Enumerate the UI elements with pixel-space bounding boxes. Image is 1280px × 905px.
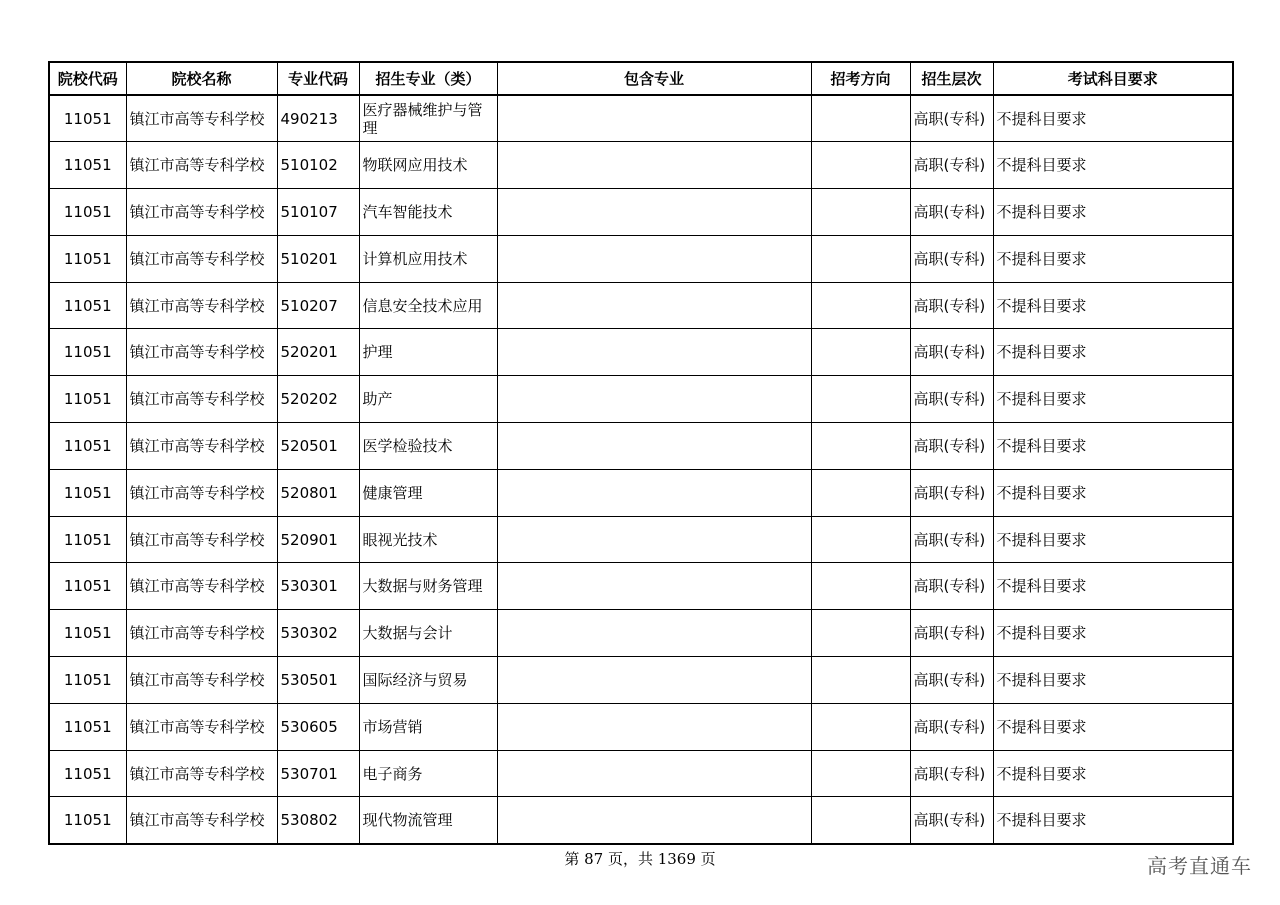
cell-major-code: 520501 — [277, 423, 359, 470]
cell-major: 医学检验技术 — [359, 423, 497, 470]
cell-direction — [811, 376, 910, 423]
cell-level: 高职(专科) — [910, 376, 993, 423]
cell-school-code: 11051 — [49, 423, 126, 470]
cell-requirement: 不提科目要求 — [993, 516, 1233, 563]
cell-school-name: 镇江市高等专科学校 — [126, 657, 277, 704]
cell-direction — [811, 797, 910, 844]
cell-direction — [811, 516, 910, 563]
cell-requirement: 不提科目要求 — [993, 282, 1233, 329]
cell-included-majors — [497, 329, 811, 376]
cell-included-majors — [497, 563, 811, 610]
cell-major-code: 530501 — [277, 657, 359, 704]
cell-school-name: 镇江市高等专科学校 — [126, 189, 277, 236]
cell-requirement: 不提科目要求 — [993, 235, 1233, 282]
cell-direction — [811, 657, 910, 704]
cell-school-code: 11051 — [49, 657, 126, 704]
cell-major: 健康管理 — [359, 469, 497, 516]
cell-school-name: 镇江市高等专科学校 — [126, 703, 277, 750]
table-row — [49, 423, 1233, 470]
cell-school-code: 11051 — [49, 235, 126, 282]
cell-included-majors — [497, 376, 811, 423]
cell-major-code: 530605 — [277, 703, 359, 750]
cell-school-name: 镇江市高等专科学校 — [126, 282, 277, 329]
cell-level: 高职(专科) — [910, 189, 993, 236]
cell-requirement: 不提科目要求 — [993, 750, 1233, 797]
table-row — [49, 329, 1233, 376]
cell-direction — [811, 95, 910, 142]
cell-requirement: 不提科目要求 — [993, 423, 1233, 470]
cell-school-code: 11051 — [49, 610, 126, 657]
cell-school-name: 镇江市高等专科学校 — [126, 563, 277, 610]
cell-major: 大数据与会计 — [359, 610, 497, 657]
table-row — [49, 657, 1233, 704]
table-row — [49, 142, 1233, 189]
cell-major-code: 510201 — [277, 235, 359, 282]
table-row — [49, 95, 1233, 142]
table-row — [49, 282, 1233, 329]
cell-direction — [811, 750, 910, 797]
header-level: 招生层次 — [910, 62, 993, 95]
cell-major: 大数据与财务管理 — [359, 563, 497, 610]
cell-level: 高职(专科) — [910, 797, 993, 844]
cell-level: 高职(专科) — [910, 750, 993, 797]
cell-major: 电子商务 — [359, 750, 497, 797]
cell-direction — [811, 563, 910, 610]
cell-included-majors — [497, 282, 811, 329]
table-row — [49, 703, 1233, 750]
cell-level: 高职(专科) — [910, 703, 993, 750]
cell-major: 助产 — [359, 376, 497, 423]
table-row — [49, 235, 1233, 282]
cell-school-name: 镇江市高等专科学校 — [126, 95, 277, 142]
table-header-row — [49, 62, 1233, 95]
cell-major-code: 520801 — [277, 469, 359, 516]
cell-school-name: 镇江市高等专科学校 — [126, 797, 277, 844]
cell-requirement: 不提科目要求 — [993, 189, 1233, 236]
cell-included-majors — [497, 469, 811, 516]
cell-included-majors — [497, 703, 811, 750]
cell-level: 高职(专科) — [910, 469, 993, 516]
table-body — [49, 95, 1233, 844]
cell-direction — [811, 423, 910, 470]
cell-included-majors — [497, 235, 811, 282]
cell-school-name: 镇江市高等专科学校 — [126, 376, 277, 423]
cell-school-name: 镇江市高等专科学校 — [126, 329, 277, 376]
cell-school-code: 11051 — [49, 329, 126, 376]
header-included-majors: 包含专业 — [497, 62, 811, 95]
cell-school-name: 镇江市高等专科学校 — [126, 469, 277, 516]
cell-major: 汽车智能技术 — [359, 189, 497, 236]
cell-direction — [811, 189, 910, 236]
cell-requirement: 不提科目要求 — [993, 376, 1233, 423]
header-school-code: 院校代码 — [49, 62, 126, 95]
table-row — [49, 189, 1233, 236]
cell-included-majors — [497, 750, 811, 797]
cell-school-code: 11051 — [49, 376, 126, 423]
cell-major: 计算机应用技术 — [359, 235, 497, 282]
cell-level: 高职(专科) — [910, 142, 993, 189]
cell-included-majors — [497, 657, 811, 704]
header-major-code: 专业代码 — [277, 62, 359, 95]
cell-major-code: 490213 — [277, 95, 359, 142]
cell-level: 高职(专科) — [910, 95, 993, 142]
cell-major-code: 520201 — [277, 329, 359, 376]
cell-school-name: 镇江市高等专科学校 — [126, 750, 277, 797]
header-requirement: 考试科目要求 — [993, 62, 1233, 95]
cell-major-code: 520202 — [277, 376, 359, 423]
cell-direction — [811, 703, 910, 750]
cell-school-name: 镇江市高等专科学校 — [126, 142, 277, 189]
cell-direction — [811, 142, 910, 189]
cell-level: 高职(专科) — [910, 235, 993, 282]
cell-requirement: 不提科目要求 — [993, 610, 1233, 657]
cell-major-code: 510207 — [277, 282, 359, 329]
cell-requirement: 不提科目要求 — [993, 142, 1233, 189]
cell-requirement: 不提科目要求 — [993, 657, 1233, 704]
cell-major: 护理 — [359, 329, 497, 376]
cell-requirement: 不提科目要求 — [993, 797, 1233, 844]
cell-level: 高职(专科) — [910, 329, 993, 376]
cell-school-code: 11051 — [49, 189, 126, 236]
cell-school-code: 11051 — [49, 797, 126, 844]
table-row — [49, 376, 1233, 423]
cell-school-code: 11051 — [49, 516, 126, 563]
cell-included-majors — [497, 95, 811, 142]
cell-included-majors — [497, 797, 811, 844]
cell-level: 高职(专科) — [910, 423, 993, 470]
cell-level: 高职(专科) — [910, 563, 993, 610]
cell-included-majors — [497, 610, 811, 657]
cell-major: 市场营销 — [359, 703, 497, 750]
cell-requirement: 不提科目要求 — [993, 95, 1233, 142]
cell-included-majors — [497, 516, 811, 563]
cell-level: 高职(专科) — [910, 610, 993, 657]
cell-school-code: 11051 — [49, 282, 126, 329]
cell-level: 高职(专科) — [910, 516, 993, 563]
cell-major: 眼视光技术 — [359, 516, 497, 563]
cell-major: 信息安全技术应用 — [359, 282, 497, 329]
table-row — [49, 750, 1233, 797]
cell-school-name: 镇江市高等专科学校 — [126, 610, 277, 657]
cell-major-code: 530302 — [277, 610, 359, 657]
table-row — [49, 610, 1233, 657]
cell-major: 医疗器械维护与管理 — [359, 95, 497, 142]
cell-direction — [811, 329, 910, 376]
cell-major-code: 510102 — [277, 142, 359, 189]
cell-school-code: 11051 — [49, 469, 126, 516]
cell-major-code: 520901 — [277, 516, 359, 563]
header-school-name: 院校名称 — [126, 62, 277, 95]
table-row — [49, 563, 1233, 610]
cell-included-majors — [497, 423, 811, 470]
cell-school-name: 镇江市高等专科学校 — [126, 235, 277, 282]
page-number: 第 87 页，共 1369 页 — [564, 850, 716, 868]
cell-direction — [811, 235, 910, 282]
cell-school-name: 镇江市高等专科学校 — [126, 516, 277, 563]
cell-included-majors — [497, 142, 811, 189]
cell-school-name: 镇江市高等专科学校 — [126, 423, 277, 470]
cell-requirement: 不提科目要求 — [993, 703, 1233, 750]
cell-included-majors — [497, 189, 811, 236]
cell-requirement: 不提科目要求 — [993, 469, 1233, 516]
cell-school-code: 11051 — [49, 703, 126, 750]
cell-major-code: 530301 — [277, 563, 359, 610]
cell-direction — [811, 469, 910, 516]
cell-major: 物联网应用技术 — [359, 142, 497, 189]
table-row — [49, 469, 1233, 516]
cell-school-code: 11051 — [49, 750, 126, 797]
cell-direction — [811, 282, 910, 329]
cell-school-code: 11051 — [49, 142, 126, 189]
cell-major: 现代物流管理 — [359, 797, 497, 844]
header-direction: 招考方向 — [811, 62, 910, 95]
cell-direction — [811, 610, 910, 657]
cell-major-code: 510107 — [277, 189, 359, 236]
table-row — [49, 797, 1233, 844]
cell-school-code: 11051 — [49, 95, 126, 142]
watermark: 高考直通车 — [1147, 854, 1252, 878]
header-major: 招生专业（类） — [359, 62, 497, 95]
cell-level: 高职(专科) — [910, 657, 993, 704]
cell-requirement: 不提科目要求 — [993, 329, 1233, 376]
cell-level: 高职(专科) — [910, 282, 993, 329]
cell-requirement: 不提科目要求 — [993, 563, 1233, 610]
enrollment-table — [48, 61, 1234, 845]
cell-major-code: 530802 — [277, 797, 359, 844]
cell-major: 国际经济与贸易 — [359, 657, 497, 704]
cell-major-code: 530701 — [277, 750, 359, 797]
table-row — [49, 516, 1233, 563]
cell-school-code: 11051 — [49, 563, 126, 610]
